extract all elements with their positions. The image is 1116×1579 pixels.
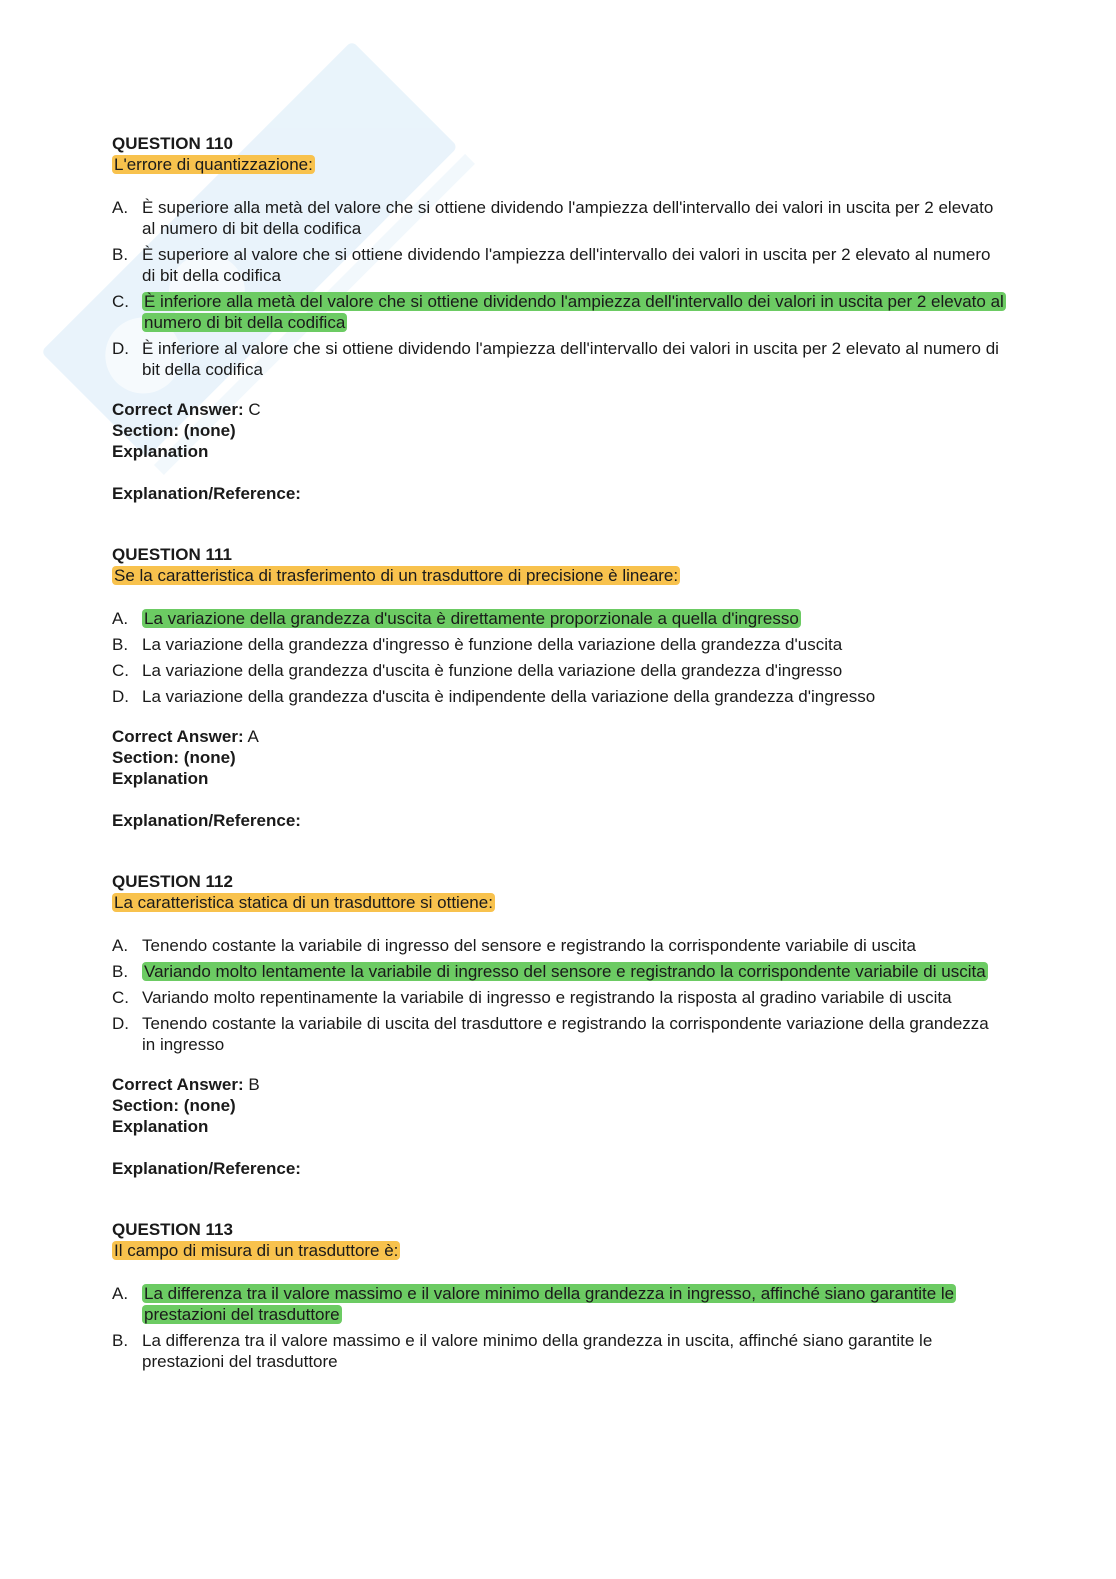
correct-answer-line (112, 1074, 1004, 1095)
question-prompt-row (112, 154, 1004, 175)
answer-meta (112, 726, 1004, 789)
answer-options (112, 608, 1004, 707)
correct-answer-line (112, 726, 1004, 747)
section-line: Section: (none) (112, 421, 236, 440)
answer-option (112, 291, 1004, 333)
answer-meta (112, 399, 1004, 462)
option-letter: A. (112, 198, 129, 217)
answer-options (112, 197, 1004, 380)
answer-option (112, 660, 1004, 681)
explanation-line: Explanation (112, 1117, 209, 1136)
option-text: La differenza tra il valore massimo e il valore minimo della grandezza in uscita, affinché siano garantite le prestazioni del trasduttore (142, 1331, 933, 1371)
option-letter: A. (112, 1284, 129, 1303)
option-letter: B. (112, 245, 129, 264)
correct-option-text: La variazione della grandezza d'uscita è direttamente proporzionale a quella d'ingresso (144, 609, 799, 628)
option-letter: B. (112, 635, 129, 654)
correct-option-text: È inferiore alla metà del valore che si ottiene dividendo l'ampiezza dell'intervallo dei valori in uscita per 2 elevato al numero di bit della codifica (144, 292, 1004, 332)
option-text: È inferiore al valore che si ottiene dividendo l'ampiezza dell'intervallo dei valori in uscita per 2 elevato al numero di bit della codifica (142, 339, 999, 379)
correct-answer-label: Correct Answer: (112, 400, 244, 419)
explanation-reference: Explanation/Reference: (112, 811, 301, 830)
answer-option (112, 1013, 1004, 1055)
answer-option (112, 686, 1004, 707)
option-text: Tenendo costante la variabile di ingresso del sensore e registrando la corrispondente variabile di uscita (142, 936, 916, 955)
option-text-wrap (142, 608, 1004, 629)
correct-option-text: Variando molto lentamente la variabile di ingresso del sensore e registrando la corrispondente variabile di uscita (144, 962, 986, 981)
correct-answer-value: B (248, 1075, 260, 1094)
option-letter: D. (112, 687, 129, 706)
option-text: È superiore al valore che si ottiene dividendo l'ampiezza dell'intervallo dei valori in uscita per 2 elevato al numero di bit della codifica (142, 245, 991, 285)
document-page (112, 133, 1004, 1377)
option-text-wrap (142, 197, 1004, 239)
option-text-wrap (142, 1013, 1004, 1055)
answer-meta (112, 1074, 1004, 1137)
answer-option (112, 961, 1004, 982)
answer-option (112, 935, 1004, 956)
answer-option (112, 634, 1004, 655)
option-text-wrap (142, 291, 1004, 333)
answer-option (112, 987, 1004, 1008)
option-text: La variazione della grandezza d'uscita è funzione della variazione della grandezza d'ingresso (142, 661, 843, 680)
question-prompt: Il campo di misura di un trasduttore è: (114, 1241, 399, 1260)
question-prompt-row (112, 892, 1004, 913)
question-title: QUESTION 111 (112, 545, 232, 564)
correct-answer-value: C (248, 400, 261, 419)
explanation-reference: Explanation/Reference: (112, 1159, 301, 1178)
question-title: QUESTION 110 (112, 134, 233, 153)
option-letter: B. (112, 962, 129, 981)
question-block (112, 1219, 1004, 1372)
question-prompt-row (112, 565, 1004, 586)
section-line: Section: (none) (112, 748, 236, 767)
option-text: La variazione della grandezza d'ingresso è funzione della variazione della grandezza d'uscita (142, 635, 843, 654)
option-text-wrap (142, 338, 1004, 380)
option-text-wrap (142, 686, 1004, 707)
answer-option (112, 338, 1004, 380)
explanation-reference: Explanation/Reference: (112, 484, 301, 503)
answer-option (112, 244, 1004, 286)
option-letter: C. (112, 988, 129, 1007)
question-title: QUESTION 113 (112, 1220, 233, 1239)
option-text-wrap (142, 660, 1004, 681)
question-block (112, 133, 1004, 504)
explanation-line: Explanation (112, 769, 209, 788)
option-text: Variando molto repentinamente la variabile di ingresso e registrando la risposta al gradino variabile di uscita (142, 988, 952, 1007)
answer-option (112, 1283, 1004, 1325)
question-prompt-row (112, 1240, 1004, 1261)
option-text: La variazione della grandezza d'uscita è indipendente della variazione della grandezza d'ingresso (142, 687, 876, 706)
question-title: QUESTION 112 (112, 872, 233, 891)
answer-options (112, 935, 1004, 1055)
option-text-wrap (142, 935, 1004, 956)
option-text-wrap (142, 634, 1004, 655)
section-line: Section: (none) (112, 1096, 236, 1115)
correct-answer-label: Correct Answer: (112, 1075, 244, 1094)
option-letter: A. (112, 609, 129, 628)
option-text-wrap (142, 1330, 1004, 1372)
option-text: È superiore alla metà del valore che si ottiene dividendo l'ampiezza dell'intervallo dei valori in uscita per 2 elevato al numero di bit della codifica (142, 198, 994, 238)
explanation-line: Explanation (112, 442, 209, 461)
option-letter: D. (112, 1014, 129, 1033)
option-letter: A. (112, 936, 129, 955)
answer-options (112, 1283, 1004, 1372)
question-block (112, 871, 1004, 1179)
correct-answer-label: Correct Answer: (112, 727, 244, 746)
answer-option (112, 608, 1004, 629)
option-letter: D. (112, 339, 129, 358)
option-text-wrap (142, 961, 1004, 982)
question-prompt: Se la caratteristica di trasferimento di un trasduttore di precisione è lineare: (114, 566, 679, 585)
correct-answer-value: A (247, 727, 259, 746)
question-prompt: La caratteristica statica di un trasduttore si ottiene: (114, 893, 493, 912)
option-letter: B. (112, 1331, 129, 1350)
question-prompt: L'errore di quantizzazione: (114, 155, 313, 174)
option-text-wrap (142, 987, 1004, 1008)
option-text-wrap (142, 244, 1004, 286)
answer-option (112, 197, 1004, 239)
correct-option-text: La differenza tra il valore massimo e il valore minimo della grandezza in ingresso, affinché siano garantite le prestazioni del trasduttore (144, 1284, 955, 1324)
correct-answer-line (112, 399, 1004, 420)
option-letter: C. (112, 661, 129, 680)
option-letter: C. (112, 292, 129, 311)
option-text-wrap (142, 1283, 1004, 1325)
question-block (112, 544, 1004, 831)
option-text: Tenendo costante la variabile di uscita del trasduttore e registrando la corrispondente variazione della grandezza in ingresso (142, 1014, 989, 1054)
answer-option (112, 1330, 1004, 1372)
